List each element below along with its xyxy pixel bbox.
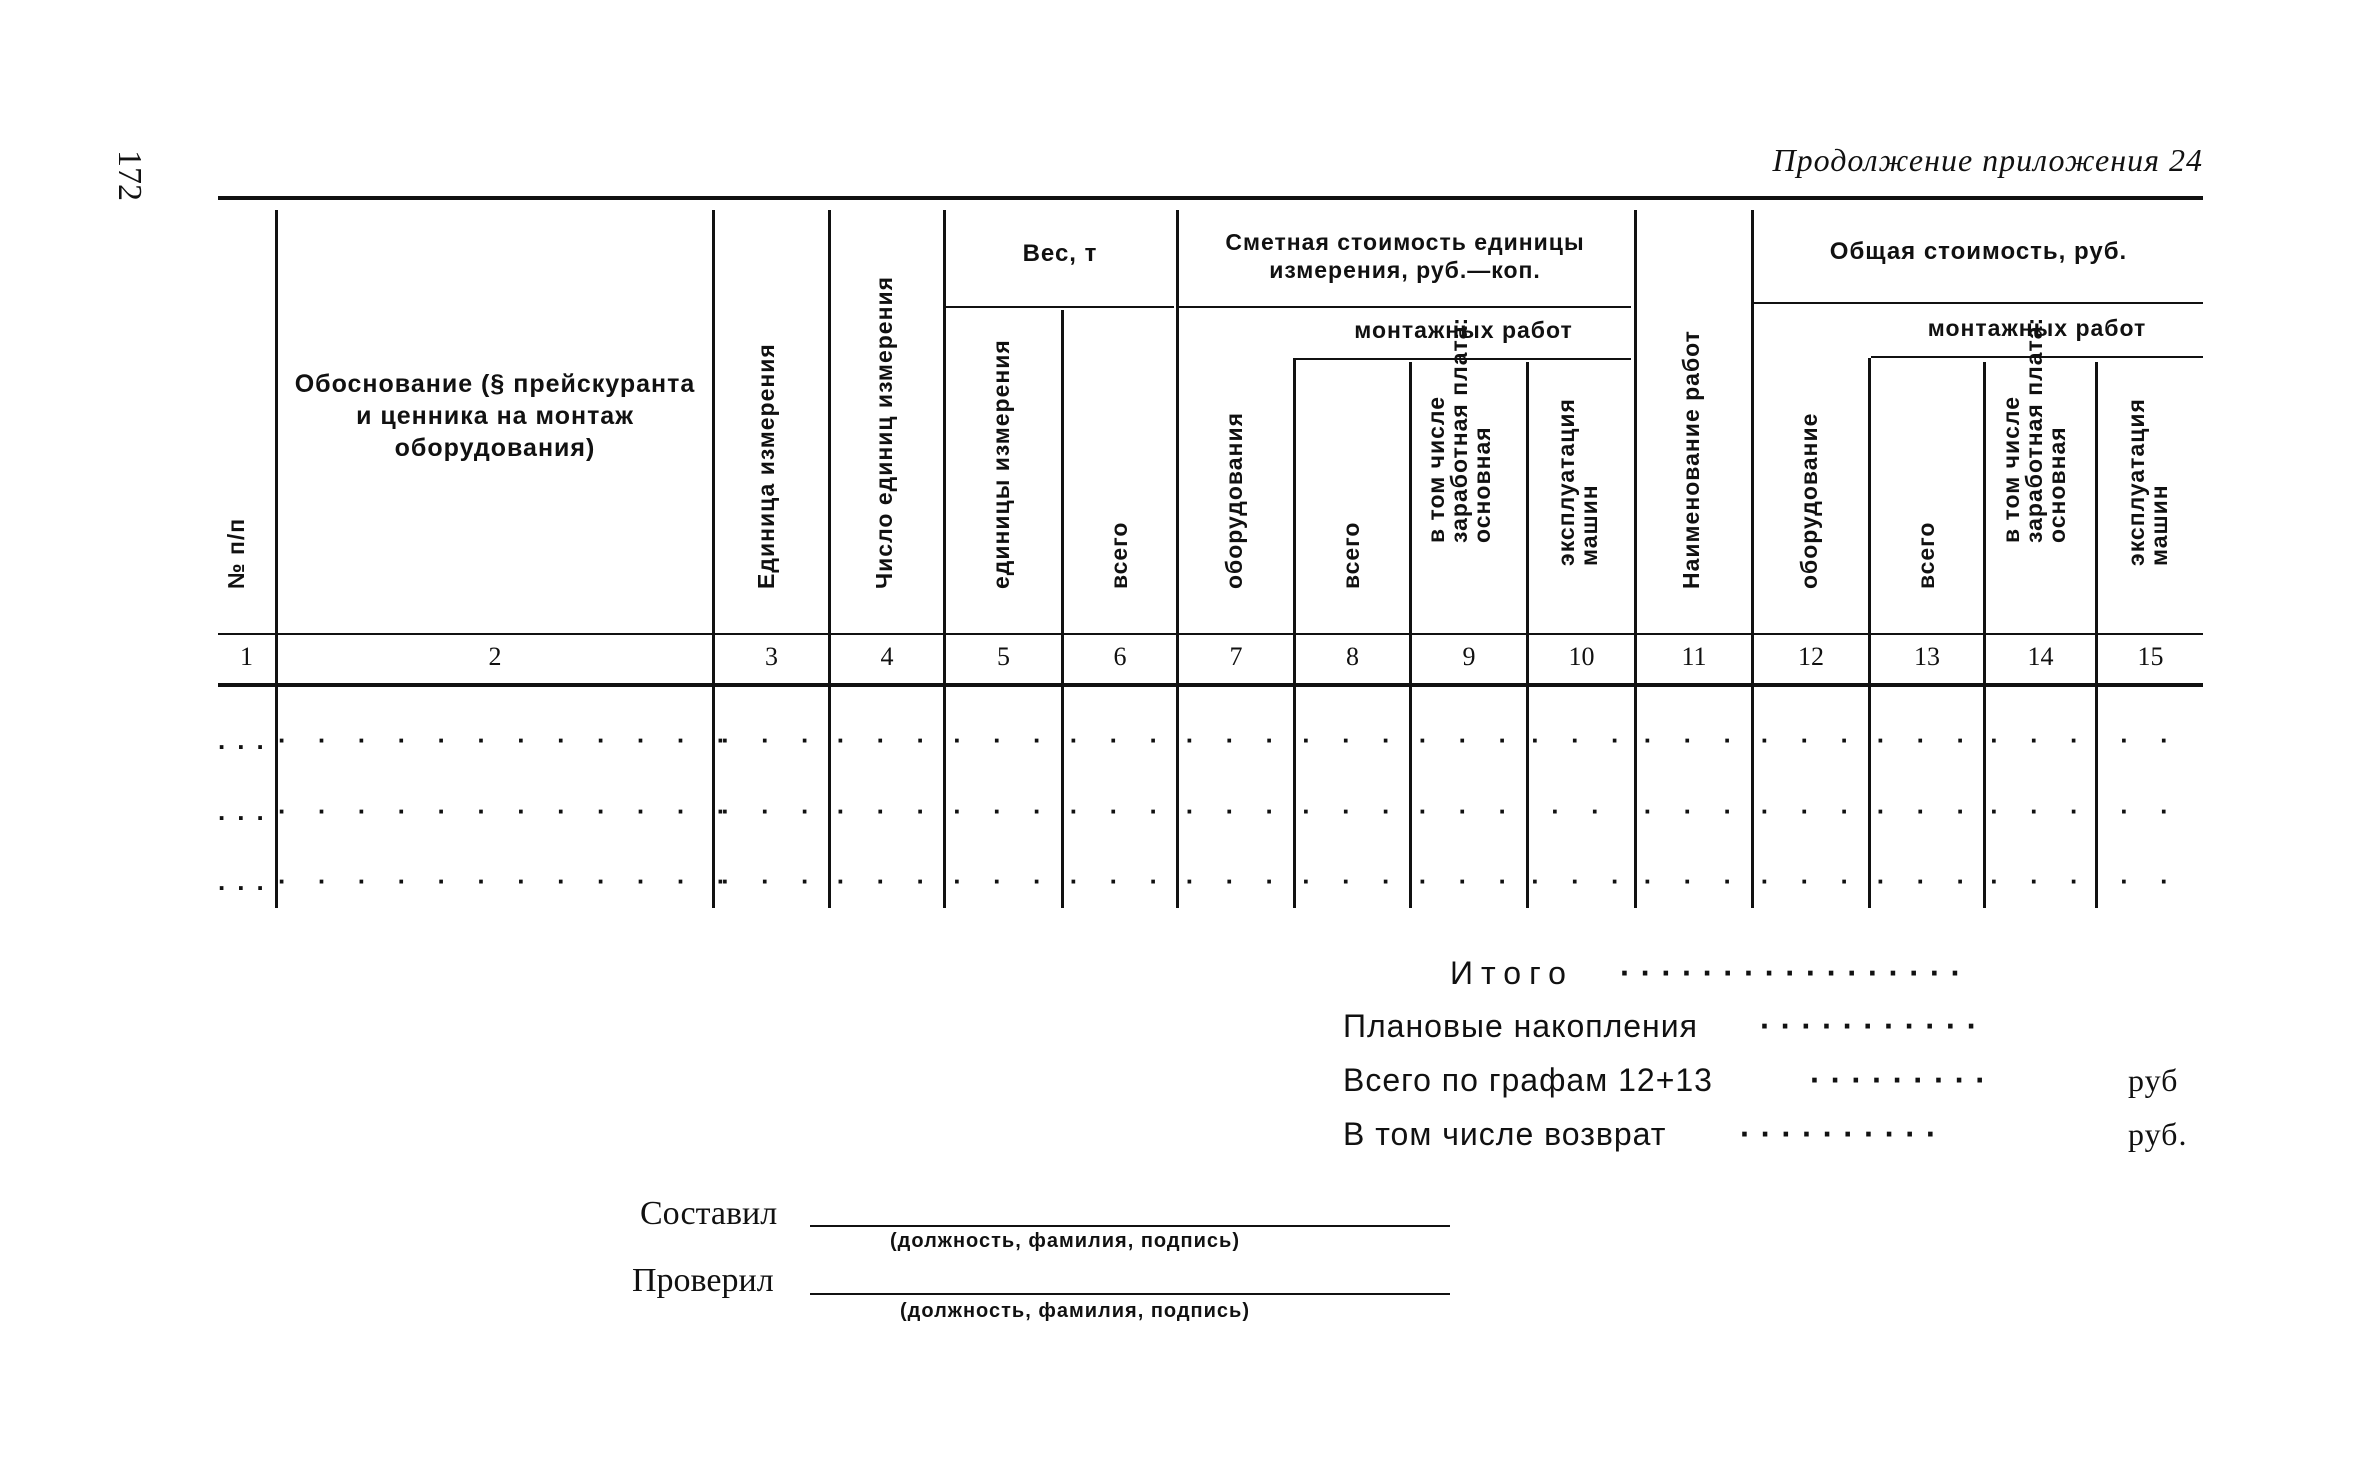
row-cell: · · · — [1760, 796, 1862, 826]
signature-compiled-line — [810, 1225, 1450, 1227]
col-number: 2 — [488, 642, 502, 671]
row-cell: · · · — [1069, 725, 1171, 755]
summary-total: Итого — [1450, 955, 1574, 991]
row-cell: · · · — [1876, 796, 1978, 826]
table-top-rule — [218, 196, 2203, 200]
col-number: 1 — [240, 642, 253, 671]
header-bottom-rule — [218, 683, 2203, 687]
col-number: 6 — [1113, 642, 1127, 671]
row-cell: · · — [2120, 866, 2181, 896]
page-number: 172 — [111, 150, 148, 201]
row-cell: · · · — [1069, 866, 1171, 896]
row-cell: · · · — [1069, 796, 1171, 826]
page-subtitle: Продолжение приложения 24 — [1772, 142, 2203, 178]
signature-checked-hint: (должность, фамилия, подпись) — [900, 1300, 1250, 1322]
row-cell: · · · — [1876, 866, 1978, 896]
row-cell: · · · — [953, 866, 1054, 896]
col-number: 3 — [765, 642, 778, 671]
number-row-rule — [218, 633, 2203, 635]
row-cell: · · — [1551, 796, 1612, 826]
col-header-basis: Обоснование (§ прейскуранта и ценника на монтаж оборудования) — [294, 370, 696, 462]
row-cell: · · · — [1185, 725, 1287, 755]
row-cell: · · · — [1418, 725, 1520, 755]
table-row — [218, 866, 2203, 896]
row-cell: · · · — [721, 866, 822, 896]
summary-return-unit: руб. — [2128, 1116, 2188, 1152]
col-number: 5 — [997, 642, 1010, 671]
row-cell: · · · — [836, 725, 938, 755]
col-number: 4 — [880, 642, 894, 671]
group-rule — [1179, 306, 1631, 308]
row-cell: · · · — [1990, 796, 2091, 826]
row-cell: · · · — [1643, 725, 1745, 755]
row-cell: · · · — [836, 866, 938, 896]
group-total-install: монтажных работ — [1927, 315, 2147, 341]
row-cell: · · · — [721, 796, 822, 826]
row-cell: · · · — [1760, 866, 1862, 896]
group-estimate-install: монтажных работ — [1354, 317, 1573, 343]
group-weight: Вес, т — [1022, 240, 1098, 267]
group-rule — [946, 306, 1174, 308]
row-cell: · · · — [1531, 725, 1632, 755]
row-cell: · · · — [1531, 866, 1632, 896]
table-row — [218, 725, 2203, 755]
row-cell: · · · — [721, 725, 822, 755]
row-cell: · · · — [953, 725, 1054, 755]
col-number: 9 — [1462, 642, 1476, 671]
row-cell: · · · — [1185, 866, 1287, 896]
row-cell: · · · — [1418, 866, 1520, 896]
row-cell: ... — [218, 866, 276, 896]
summary-planned-dots: ··········· — [1760, 1008, 1988, 1044]
row-cell: · · · — [1990, 725, 2091, 755]
summary-sum-label: Всего по графам 12+13 — [1343, 1062, 1713, 1098]
summary-planned: Плановые накопления — [1343, 1008, 1698, 1044]
row-cell: · · · — [1185, 796, 1287, 826]
col-number: 12 — [1798, 642, 1824, 671]
row-cell: · · · — [953, 796, 1054, 826]
row-cell: · · · — [1302, 796, 1403, 826]
col-number: 7 — [1229, 642, 1243, 671]
row-cell: ... — [218, 796, 276, 826]
signature-checked-line — [810, 1293, 1450, 1295]
signature-compiled-label: Составил — [640, 1195, 778, 1232]
table-row — [218, 796, 2203, 826]
row-cell: ... — [218, 725, 276, 755]
row-cell: · · · · · · · · · · · · — [278, 725, 738, 755]
row-cell: · · · — [1302, 725, 1403, 755]
row-cell: · · · — [1418, 796, 1520, 826]
row-cell: · · · — [1302, 866, 1403, 896]
col-number: 11 — [1681, 642, 1707, 671]
col-number: 10 — [1568, 642, 1595, 671]
row-cell: · · · — [1876, 725, 1978, 755]
col-number: 15 — [2137, 642, 2164, 671]
group-estimate: Сметная стоимость единицы измерения, руб.—коп. — [1225, 229, 1585, 283]
signature-compiled-hint: (должность, фамилия, подпись) — [890, 1230, 1240, 1252]
row-cell: · · · — [1643, 796, 1745, 826]
summary-return-dots: ·········· — [1740, 1116, 1947, 1152]
group-rule — [1754, 302, 2203, 304]
row-cell: · · · — [1760, 725, 1862, 755]
col-number: 13 — [1914, 642, 1940, 671]
row-cell: · · · · · · · · · · · · — [278, 796, 738, 826]
row-cell: · · · — [1643, 866, 1745, 896]
row-cell: · · · — [1990, 866, 2091, 896]
summary-return-label: В том числе возврат — [1343, 1116, 1667, 1152]
row-cell: · · · · · · · · · · · · — [278, 866, 738, 896]
row-cell: · · · — [836, 796, 938, 826]
signature-checked-label: Проверил — [632, 1262, 774, 1299]
estimate-table: Вес, т Сметная стоимость единицы измерения, руб.—коп. монтажных работ Общая стоимость, руб. монтажных работ Обоснование (§ прейскуранта и ценника на монтаж оборудования) № п/п Единица измерения Число единиц измерения единицы измерения всего оборудования всего в том числе заработная плата: основная эксплуатация машин Наименование работ оборудование всего в том числе заработная плата: основная эксплуатация машин 1 2 3 4 5 6 7 8 9 10 11 12 13 14 15 ... · · · · · · · · · · · · · · · · · · · · · · · · · · · · · · · · · · · · · · · · · · · · · · · · · · ... · · · · · · · · · · · · · · · · · · · · · · · · · · · · · · · · · · · · · · · · · · · · · · · · · ... · · · · · · · · · · · · · · · · · · · · · · · · · · · · · · · · · · · · · · · · · · · · · · · · · · — [0, 0, 2363, 1476]
row-cell: · · — [2120, 796, 2181, 826]
col-number: 14 — [2027, 642, 2054, 671]
group-total-cost: Общая стоимость, руб. — [1829, 238, 2128, 265]
row-cell: · · — [2120, 725, 2181, 755]
summary-sum-unit: руб — [2128, 1062, 2179, 1098]
summary-total-dots: ················· — [1620, 955, 1972, 991]
col-number: 8 — [1346, 642, 1359, 671]
summary-sum-dots: ········· — [1810, 1062, 1996, 1098]
